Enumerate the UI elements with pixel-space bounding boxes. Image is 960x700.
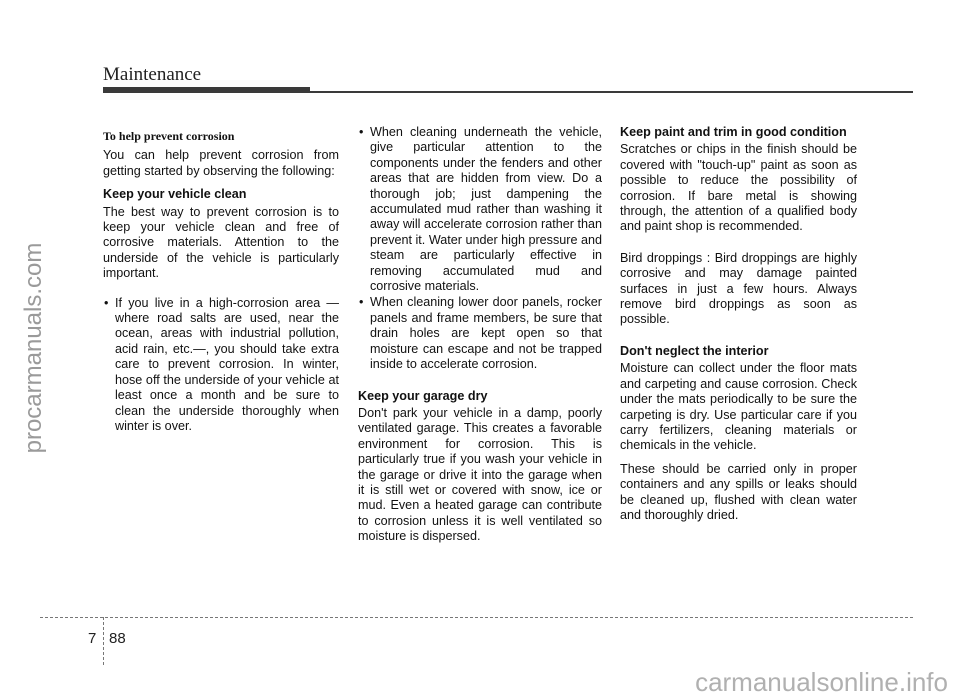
bullet-high-corrosion-area [103,296,339,435]
column-2 [358,125,602,553]
paint-trim-paragraph: Scratches or chips in the finish should be covered with "touch-up" paint as soon as possible to reduce the possibility of corrosion. If bare metal is showing through, the attention of a qualified body and paint shop is recommended. [620,142,857,234]
bullet-dot: • [104,295,109,310]
page-number: 88 [109,630,126,647]
header-rule-thin [310,91,913,93]
chapter-number: 7 [88,630,97,647]
bullet-text: If you live in a high-corrosion area — where road salts are used, near the ocean, areas with industrial pollution, acid rain, etc.—, you should take extra care to prevent corrosion. In winter, hose off the underside of your vehicle at least once a month and be sure to clean the underside thoroughly when winter is over. [115,295,339,433]
bullet-lower-door-panels [358,295,602,372]
header-rule-thick [103,87,310,93]
column-1 [103,125,339,435]
keep-clean-paragraph: The best way to prevent corrosion is to keep your vehicle clean and free of corrosive materials. Attention to the underside of the vehicle is particularly important. [103,204,339,281]
footer-dashed-rule [40,617,913,618]
bottom-watermark: carmanualsonline.info [695,667,948,697]
interior-paragraph: Moisture can collect under the floor mats and carpeting and cause corrosion. Check under the mats periodically to be sure the carpeting is dry. Use particular care if you carry fertilizers, cleaning materials or chemicals in the vehicle. [620,361,857,453]
containers-paragraph: These should be carried only in proper containers and any spills or leaks should be cleaned up, flushed with clean water and thoroughly dried. [620,461,857,522]
bullet-dot: • [359,125,364,139]
bullet-cleaning-underneath [358,125,602,294]
subheading-keep-clean: Keep your vehicle clean [103,187,247,202]
footer-dashed-divider [103,617,104,665]
bullet-text: When cleaning lower door panels, rocker panels and frame members, be sure that drain holes are kept open so that moisture can escape and not be trapped inside to accelerate corrosion. [370,295,602,372]
subheading-paint-trim: Keep paint and trim in good condition [620,125,847,139]
subheading-interior: Don't neglect the interior [620,343,769,358]
column-3 [620,125,857,531]
bird-droppings-paragraph: Bird droppings : Bird droppings are highly corrosive and may damage painted surfaces in just a few hours. Always remove bird droppings as soon as possible. [620,250,857,327]
intro-paragraph: You can help prevent corrosion from getting started by observing the following: [103,148,339,178]
side-watermark-text: procarmanuals.com [20,242,47,453]
section-heading-corrosion: To help prevent corrosion [103,129,235,143]
garage-dry-paragraph: Don't park your vehicle in a damp, poorly ventilated garage. This creates a favorable environment for corrosion. This is particularly true if you wash your vehicle in the garage or drive it into the garage when it is still wet or covered with snow, ice or mud. Even a heated garage can contribute to corrosion unless it is well ventilated so moisture is dispersed. [358,405,602,544]
side-watermark [10,242,58,453]
bullet-dot: • [359,295,364,310]
page-header-title: Maintenance [103,64,202,85]
subheading-garage-dry: Keep your garage dry [358,388,488,403]
bullet-text: When cleaning underneath the vehicle, give particular attention to the components under the fenders and other areas that are hidden from view. Do a thorough job; just dampening the accumulated mud rather than washing it away will accelerate corrosion rather than prevent it. Water under high pressure and steam are particularly effective in removing accumulated mud and corrosive materials. [370,125,602,294]
